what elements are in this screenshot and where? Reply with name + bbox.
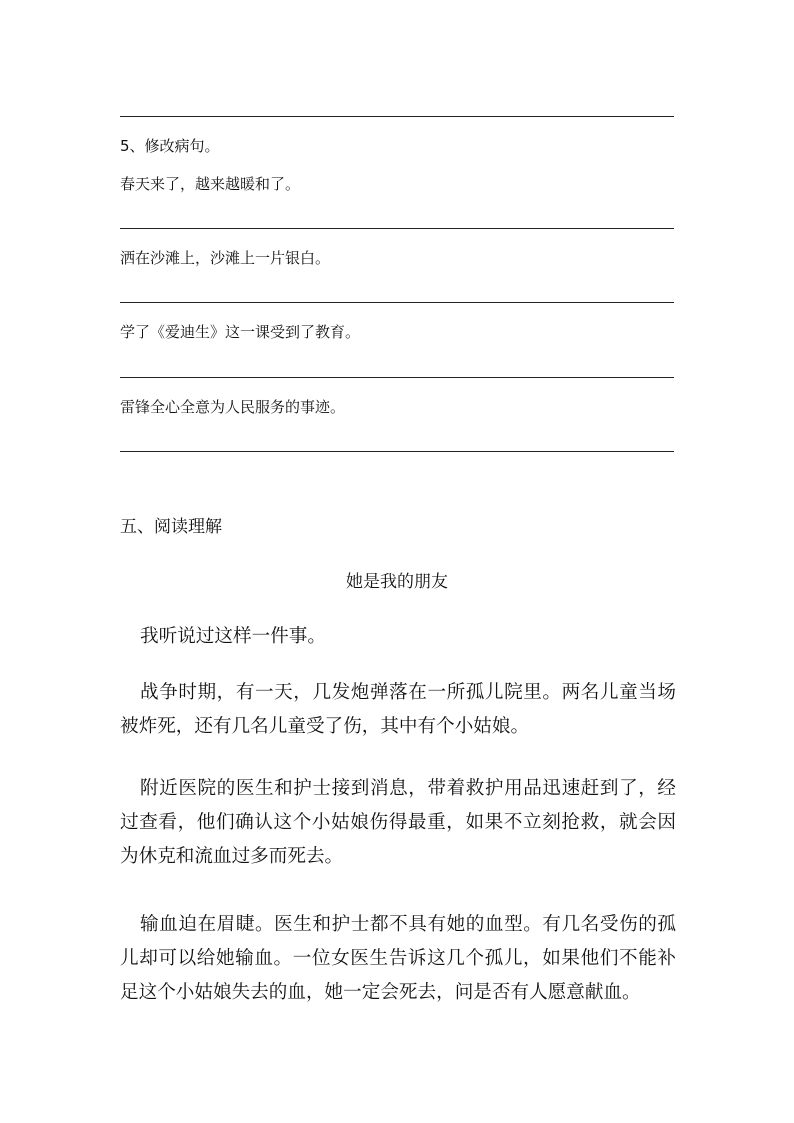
answer-line-2 <box>120 302 674 303</box>
passage-paragraph-3: 附近医院的医生和护士接到消息，带着救护用品迅速赶到了，经过查看，他们确认这个小姑娘伤得最重，如果不立刻抢救，就会因为休克和流血过多而死去。 <box>120 778 676 867</box>
faulty-sentence-4: 雷锋全心全意为人民服务的事迹。 <box>120 398 346 416</box>
answer-line-3 <box>120 377 674 378</box>
passage-paragraph-2: 战争时期，有一天，几发炮弹落在一所孤儿院里。两名儿童当场被炸死，还有几名儿童受了伤，其中有个小姑娘。 <box>120 682 676 737</box>
faulty-sentence-3: 学了《爱迪生》这一课受到了教育。 <box>120 323 361 341</box>
faulty-sentence-2: 洒在沙滩上，沙滩上一片银白。 <box>120 249 331 267</box>
answer-line-1 <box>120 228 674 229</box>
question-5-heading: 5、修改病句。 <box>120 137 220 155</box>
answer-line-4 <box>120 451 674 452</box>
passage-paragraph-1: 我听说过这样一件事。 <box>140 626 326 647</box>
answer-line-top <box>120 116 674 117</box>
faulty-sentence-1: 春天来了，越来越暖和了。 <box>120 175 301 193</box>
section-heading-reading: 五、阅读理解 <box>120 517 222 537</box>
passage-title: 她是我的朋友 <box>346 572 448 592</box>
passage-paragraph-4: 输血迫在眉睫。医生和护士都不具有她的血型。有几名受伤的孤儿却可以给她输血。一位女医生告诉这几个孤儿，如果他们不能补足这个小姑娘失去的血，她一定会死去，问是否有人愿意献血。 <box>120 914 676 1003</box>
